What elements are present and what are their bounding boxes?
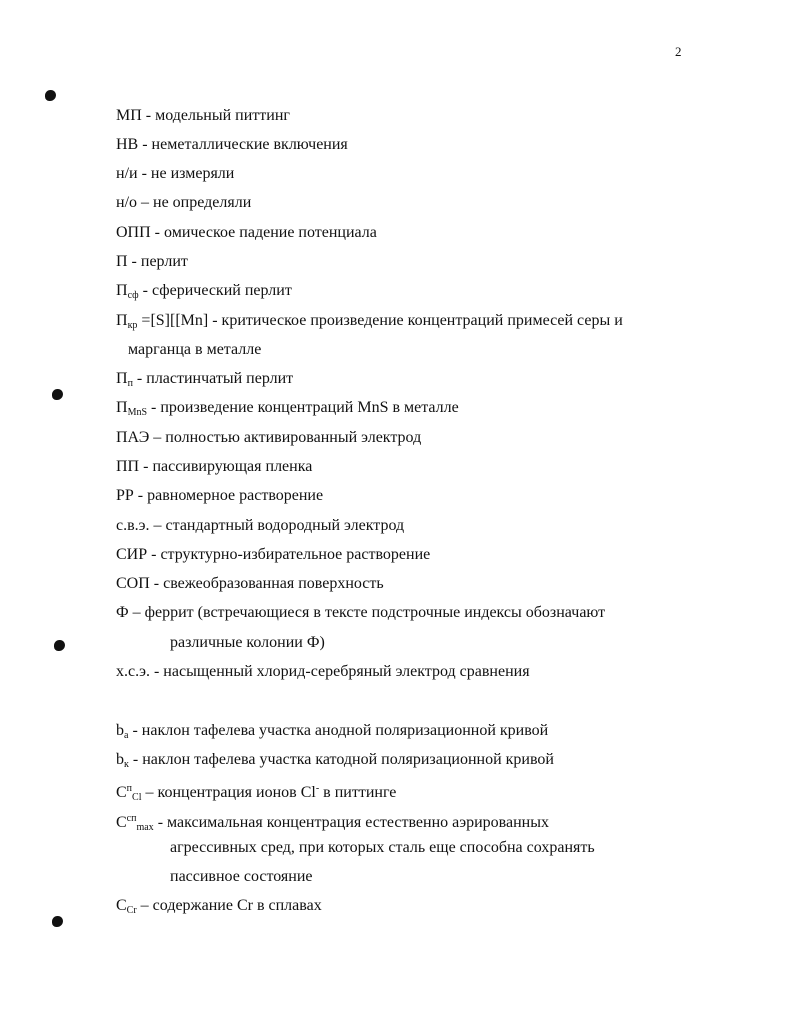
symbol-ba: $b_a$ - наклон тафелева участка анодной поляризационной кривой: [116, 722, 549, 741]
abbr-sir: СИР - структурно-избирательное растворение: [116, 546, 431, 563]
abbr-p-plast: $П_п$ - пластинчатый перлит: [116, 370, 294, 389]
symbol-c-max: $C^{сп}_{max}$ - максимальная концентрация естественно аэрированных: [116, 813, 549, 833]
punch-hole-mark: [45, 90, 56, 101]
abbr-f-continuation: различные колонии Ф): [170, 634, 325, 651]
abbr-no: н/о – не определяли: [116, 194, 252, 211]
abbr-p-kr: $П_{кр} =[S][[Mn]$ - критическое произведение концентраций примесей серы и: [116, 312, 623, 331]
abbr-nv: НВ - неметаллические включения: [116, 136, 348, 153]
abbr-p-kr-continuation: марганца в металле: [128, 341, 262, 358]
symbol-c-cl: $C^п_{Cl}$ – концентрация ионов Cl- в питтинге: [116, 783, 397, 803]
abbr-p: П - перлит: [116, 253, 188, 270]
punch-hole-mark: [52, 389, 63, 400]
symbol-c-max-continuation-2: пассивное состояние: [170, 868, 313, 885]
abbr-opp: ОПП - омическое падение потенциала: [116, 224, 377, 241]
symbol-bk: $b_к$ - наклон тафелева участка катодной поляризационной кривой: [116, 751, 554, 770]
abbr-pp: ПП - пассивирующая пленка: [116, 458, 313, 475]
abbr-f: Ф – феррит (встречающиеся в тексте подстрочные индексы обозначают: [116, 604, 606, 621]
symbol-c-max-continuation-1: агрессивных сред, при которых сталь еще способна сохранять: [170, 839, 595, 856]
abbr-sop: СОП - свежеобразованная поверхность: [116, 575, 384, 592]
abbr-sve: с.в.э. – стандартный водородный электрод: [116, 517, 405, 534]
abbr-rr: РР - равномерное растворение: [116, 487, 324, 504]
abbr-pae: ПАЭ – полностью активированный электрод: [116, 429, 422, 446]
punch-hole-mark: [52, 916, 63, 927]
abbr-p-sf: $П_{сф}$ - сферический перлит: [116, 282, 292, 301]
page-number: 2: [675, 44, 682, 59]
punch-hole-mark: [54, 640, 65, 651]
abbr-ni: н/и - не измеряли: [116, 165, 235, 182]
abbr-mp: МП - модельный питтинг: [116, 107, 290, 124]
symbol-c-cr: $C_{Cr}$ – содержание Cr в сплавах: [116, 897, 322, 916]
abbr-p-mns: $П_{MnS}$ - произведение концентраций MnS в металле: [116, 399, 459, 418]
abbr-hse: х.с.э. - насыщенный хлорид-серебряный электрод сравнения: [116, 663, 530, 680]
